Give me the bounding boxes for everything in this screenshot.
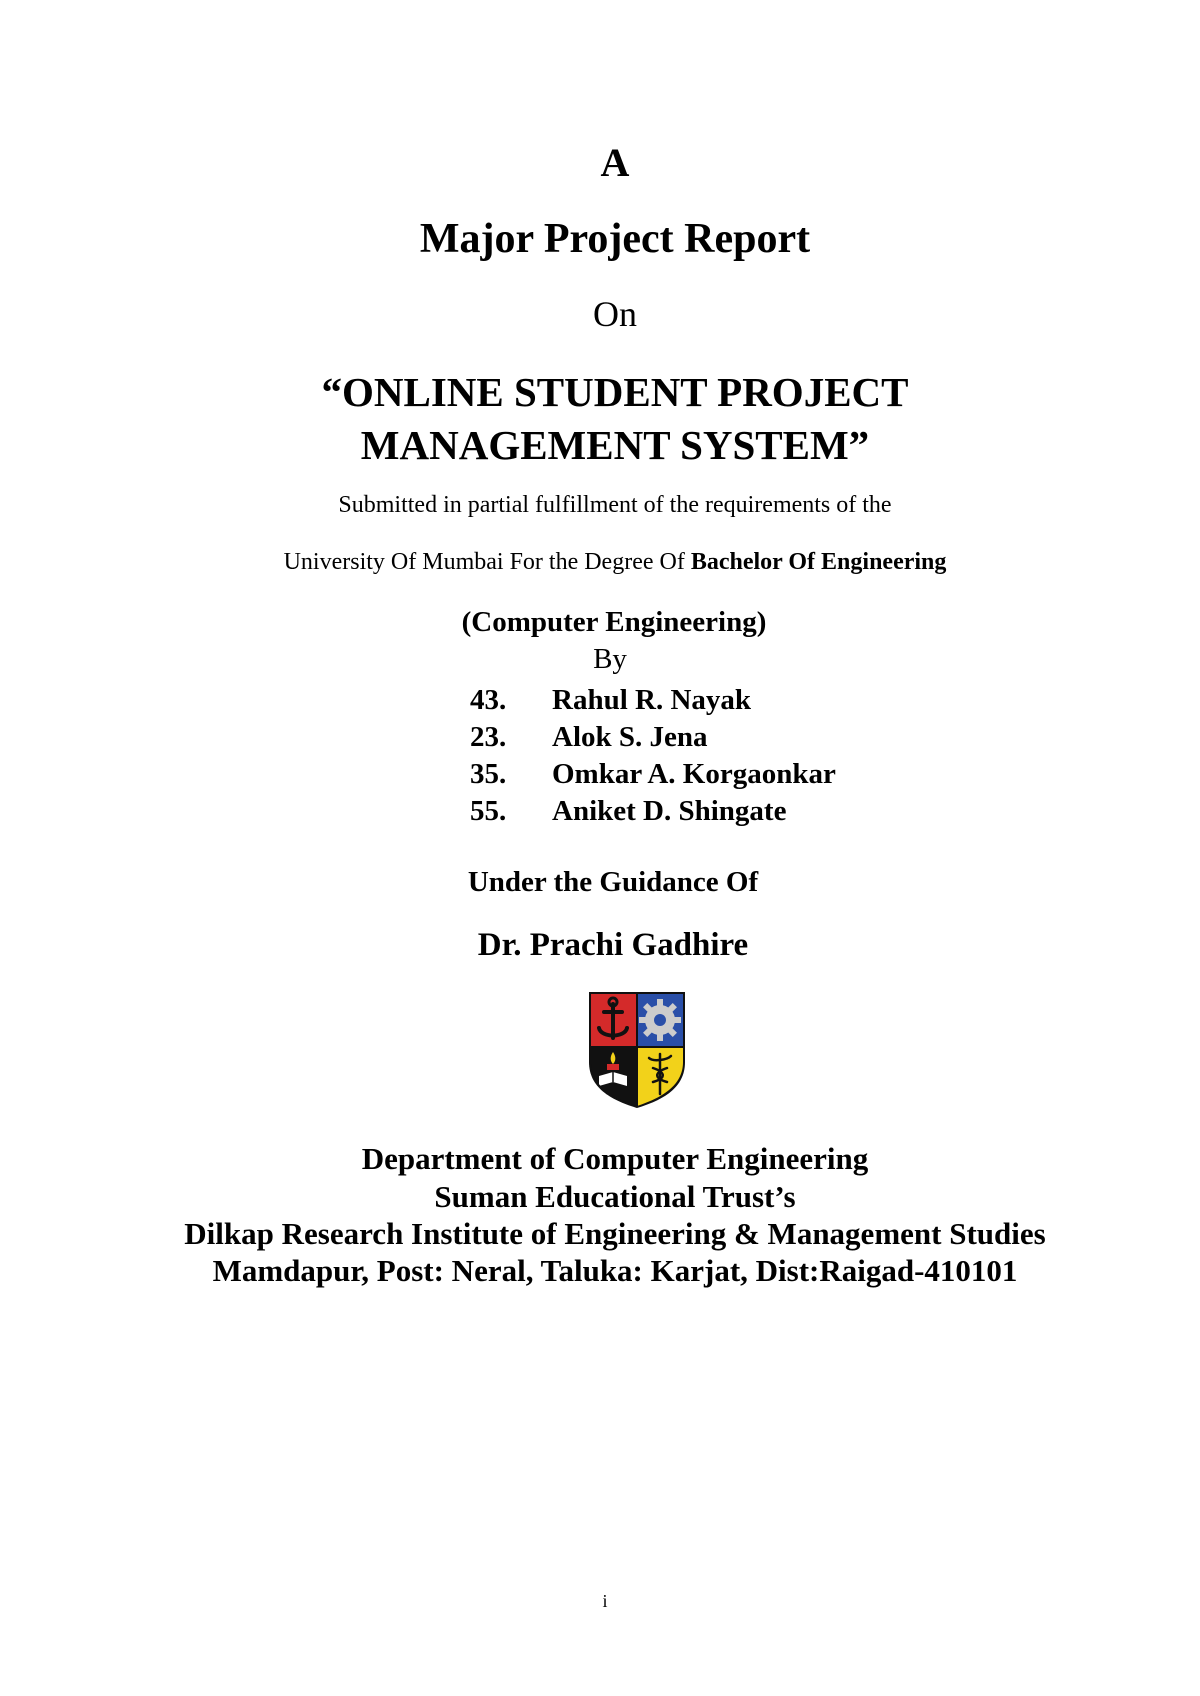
cover-article: A xyxy=(600,140,630,185)
guidance-label: Under the Guidance Of xyxy=(467,866,759,898)
author-name: Omkar A. Korgaonkar xyxy=(552,758,836,790)
branch-name: (Computer Engineering) xyxy=(461,606,767,638)
author-roll: 55. xyxy=(470,795,507,827)
on-label: On xyxy=(593,294,637,334)
department-name: Department of Computer Engineering xyxy=(361,1141,869,1176)
institute-name: Dilkap Research Institute of Engineering & Management Studies xyxy=(184,1216,1046,1251)
author-row xyxy=(470,719,836,756)
project-title-line2: MANAGEMENT SYSTEM” xyxy=(360,422,870,468)
guide-name: Dr. Prachi Gadhire xyxy=(477,927,749,963)
author-roll: 23. xyxy=(470,721,507,753)
degree-name: Bachelor Of Engineering xyxy=(690,549,947,575)
author-roll: 35. xyxy=(470,758,507,790)
author-list xyxy=(470,682,836,830)
author-row xyxy=(470,756,836,793)
author-row xyxy=(470,682,836,719)
institute-address: Mamdapur, Post: Neral, Taluka: Karjat, Dist:Raigad-410101 xyxy=(212,1253,1018,1288)
author-name: Aniket D. Shingate xyxy=(552,795,787,827)
report-type: Major Project Report xyxy=(419,216,811,262)
project-title-line1: “ONLINE STUDENT PROJECT xyxy=(321,369,909,415)
page-number: i xyxy=(602,1591,608,1611)
by-label: By xyxy=(593,643,627,675)
author-name: Alok S. Jena xyxy=(552,721,708,753)
submission-statement: Submitted in partial fulfillment of the requirements of the xyxy=(338,492,892,518)
author-row xyxy=(470,793,836,830)
author-name: Rahul R. Nayak xyxy=(552,684,752,716)
author-roll: 43. xyxy=(470,684,507,716)
university-crest-icon xyxy=(587,990,687,1108)
university-prefix: University Of Mumbai For the Degree Of xyxy=(283,549,691,575)
trust-name: Suman Educational Trust’s xyxy=(434,1179,796,1214)
university-statement xyxy=(0,550,1200,574)
